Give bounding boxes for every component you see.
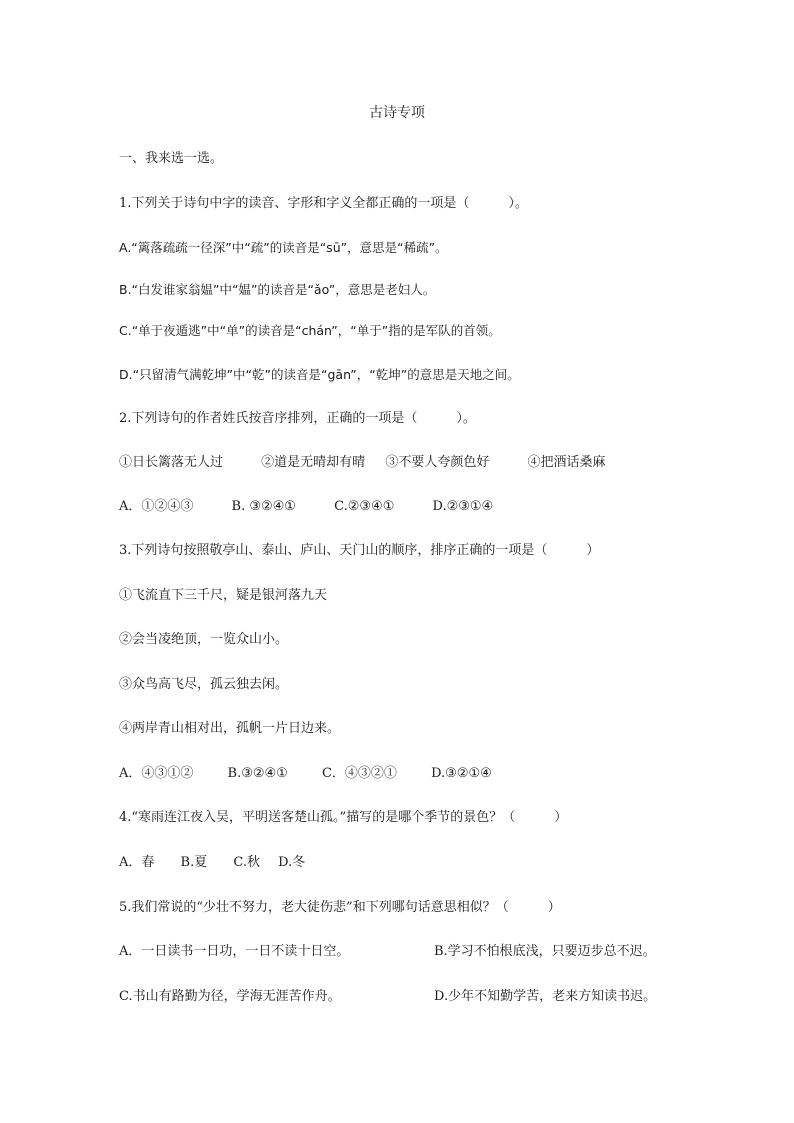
- q5-option-d: D.少年不知勤学苦，老来方知读书迟。: [434, 989, 657, 1004]
- q3-line-3: ③众鸟高飞尽，孤云独去闲。: [119, 677, 289, 692]
- q2-options: [119, 498, 493, 516]
- q3-stem: 3.下列诗句按照敬亭山、泰山、庐山、天门山的顺序，排序正确的一项是（ ）: [119, 543, 600, 558]
- q2-item-2: ②道是无晴却有晴: [261, 455, 366, 470]
- q2-option-b: B. ③②④①: [231, 499, 296, 514]
- q3-line-1: ①飞流直下三千尺，疑是银河落九天: [119, 588, 328, 603]
- q5-option-b: B.学习不怕根底浅，只要迈步总不迟。: [434, 944, 656, 959]
- q1-option-d: D.“只留清气满乾坤”中“乾”的读音是“gān”，“乾坤”的意思是天地之间。: [119, 367, 520, 382]
- q1-option-c: C.“单于夜遁逃”中“单”的读音是“chán”，“单于”指的是军队的首领。: [119, 323, 501, 338]
- page-title: 古诗专项: [369, 105, 425, 121]
- q4-option-c: C.秋: [233, 855, 260, 870]
- q1-stem: 1.下列关于诗句中字的读音、字形和字义全都正确的一项是（ ）。: [119, 196, 528, 211]
- q3-option-b: B.③②④①: [227, 766, 288, 781]
- q2-option-c: C.②③④①: [334, 499, 395, 514]
- q3-option-d: D.③②①④: [431, 766, 492, 781]
- q2-option-d: D.②③①④: [432, 499, 494, 514]
- q3-line-2: ②会当凌绝顶，一览众山小。: [119, 632, 289, 647]
- q4-option-d: D.冬: [278, 855, 306, 870]
- q1-option-a: A.“篱落疏疏一径深”中“疏”的读音是“sū”，意思是“稀疏”。: [119, 240, 448, 255]
- q2-item-1: ①日长篱落无人过: [119, 455, 224, 470]
- q2-items: [119, 454, 605, 472]
- q5-option-c: C.书山有路勤为径，学海无涯苦作舟。: [119, 989, 341, 1004]
- q4-options: [119, 854, 305, 872]
- q1-option-b: B.“白发谁家翁媪”中“媪”的读音是“ǎo”，意思是老妇人。: [119, 282, 436, 297]
- q5-option-a: A．一日读书一日功，一日不读十日空。: [119, 944, 350, 959]
- q5-stem: 5.我们常说的“少壮不努力，老大徒伤悲”和下列哪句话意思相似？（ ）: [119, 900, 561, 915]
- q3-options: [119, 765, 492, 783]
- q2-option-a: A．①②④③: [119, 499, 194, 514]
- q2-item-3: ③不要人夸颜色好: [385, 455, 490, 470]
- q2-item-4: ④把酒话桑麻: [527, 455, 606, 470]
- q4-stem: 4.“寒雨连江夜入吴，平明送客楚山孤。”描写的是哪个季节的景色？（ ）: [119, 810, 568, 825]
- q3-option-c: C．④③②①: [321, 766, 397, 781]
- q2-stem: 2.下列诗句的作者姓氏按音序排列，正确的一项是（ ）。: [119, 411, 476, 426]
- q4-option-b: B.夏: [180, 855, 208, 870]
- q4-option-a: A．春: [119, 855, 155, 870]
- q3-option-a: A．④③①②: [119, 766, 194, 781]
- q3-line-4: ④两岸青山相对出，孤帆一片日边来。: [119, 721, 341, 736]
- section-heading: 一、我来选一选。: [119, 151, 224, 166]
